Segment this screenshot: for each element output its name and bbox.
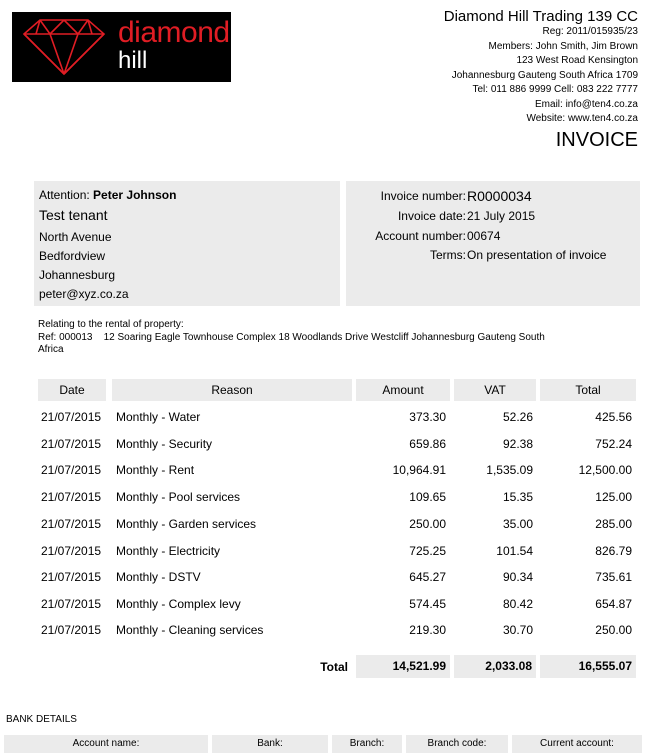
row-total: 735.61 <box>595 570 632 584</box>
table-row <box>0 597 650 611</box>
row-vat: 30.70 <box>502 623 533 637</box>
logo-word-hill: hill <box>118 47 148 74</box>
totals-vat: 2,033.08 <box>485 659 532 673</box>
account-number-row <box>346 229 640 247</box>
header-amount: Amount <box>356 379 450 401</box>
row-amount: 725.25 <box>409 544 446 558</box>
invoice-date-label: Invoice date: <box>397 209 466 223</box>
header-total: Total <box>540 379 636 401</box>
invoice-number-row <box>346 189 640 207</box>
company-street: 123 West Road Kensington <box>516 55 638 66</box>
terms-value: On presentation of invoice <box>467 248 607 262</box>
row-date: 21/07/2015 <box>41 410 102 424</box>
terms-label: Terms: <box>430 248 466 262</box>
diamond-icon <box>16 16 112 78</box>
row-amount: 10,964.91 <box>392 463 446 477</box>
row-reason: Monthly - Electricity <box>116 544 221 558</box>
account-number-value: 00674 <box>467 229 501 243</box>
row-total: 654.87 <box>595 597 632 611</box>
row-vat: 92.38 <box>502 437 533 451</box>
row-date: 21/07/2015 <box>41 623 102 637</box>
row-amount: 645.27 <box>409 570 446 584</box>
company-name: Diamond Hill Trading 139 CC <box>443 8 638 25</box>
row-amount: 109.65 <box>409 490 446 504</box>
row-vat: 90.34 <box>502 570 533 584</box>
row-amount: 373.30 <box>409 410 446 424</box>
attention-label: Attention: <box>39 188 90 202</box>
company-city: Johannesburg Gauteng South Africa 1709 <box>451 69 638 81</box>
invoice-date-value: 21 July 2015 <box>467 209 536 223</box>
attention-line <box>39 188 176 202</box>
row-vat: 15.35 <box>502 490 533 504</box>
bank-details-title: BANK DETAILS <box>6 714 77 725</box>
row-date: 21/07/2015 <box>41 597 102 611</box>
company-website: Website: www.ten4.co.za <box>526 113 638 124</box>
row-reason: Monthly - Water <box>116 410 201 424</box>
invoice-number-label: Invoice number: <box>380 189 466 203</box>
table-row <box>0 570 650 584</box>
header-reason: Reason <box>112 379 352 401</box>
logo-word-diamond: diamond <box>118 16 230 49</box>
tenant-name: Test tenant <box>39 207 108 223</box>
account-number-label: Account number: <box>375 229 466 243</box>
row-reason: Monthly - Complex levy <box>116 597 241 611</box>
row-date: 21/07/2015 <box>41 544 102 558</box>
row-date: 21/07/2015 <box>41 463 102 477</box>
row-reason: Monthly - Pool services <box>116 490 241 504</box>
totals-amount-box <box>356 655 450 678</box>
attention-name: Peter Johnson <box>93 188 177 202</box>
header-vat: VAT <box>454 379 536 401</box>
property-ref-line: Ref: 000013 12 Soaring Eagle Townhouse Complex 18 Woodlands Drive Westcliff Johannesburg Gauteng South <box>38 331 545 343</box>
address-line-2: Bedfordview <box>39 249 106 263</box>
company-reg: Reg: 2011/015935/23 <box>542 26 638 37</box>
company-members: Members: John Smith, Jim Brown <box>488 40 638 52</box>
bank-header-branch: Branch: <box>332 735 402 753</box>
tenant-email: peter@xyz.co.za <box>39 287 129 301</box>
company-logo <box>12 12 231 82</box>
property-reference <box>38 319 628 357</box>
bank-header-bank: Bank: <box>212 735 328 753</box>
row-date: 21/07/2015 <box>41 570 102 584</box>
row-date: 21/07/2015 <box>41 437 102 451</box>
property-ref-line-cont: Africa <box>38 344 64 355</box>
totals-vat-box <box>454 655 536 678</box>
table-row <box>0 410 650 424</box>
totals-amount: 14,521.99 <box>392 659 446 673</box>
invoice-number-value: R0000034 <box>467 188 532 204</box>
address-line-1: North Avenue <box>39 230 112 244</box>
row-total: 425.56 <box>595 410 632 424</box>
company-phone: Tel: 011 886 9999 Cell: 083 222 7777 <box>472 84 638 95</box>
row-vat: 101.54 <box>496 544 533 558</box>
row-date: 21/07/2015 <box>41 490 102 504</box>
totals-total: 16,555.07 <box>578 659 632 673</box>
address-line-3: Johannesburg <box>39 268 116 282</box>
row-amount: 250.00 <box>409 517 446 531</box>
bank-header-current-account: Current account: <box>512 735 642 753</box>
header-date: Date <box>38 379 106 401</box>
table-row <box>0 490 650 504</box>
table-row <box>0 463 650 477</box>
relating-label: Relating to the rental of property: <box>38 319 184 330</box>
row-vat: 52.26 <box>502 410 533 424</box>
invoice-date-row <box>346 209 640 227</box>
row-total: 826.79 <box>595 544 632 558</box>
row-total: 250.00 <box>595 623 632 637</box>
row-total: 285.00 <box>595 517 632 531</box>
row-total: 12,500.00 <box>578 463 632 477</box>
attention-box <box>34 181 340 306</box>
invoice-meta-box <box>346 181 640 306</box>
totals-label: Total <box>320 660 348 674</box>
row-vat: 35.00 <box>502 517 533 531</box>
row-total: 752.24 <box>595 437 632 451</box>
table-row <box>0 517 650 531</box>
table-row <box>0 544 650 558</box>
company-details <box>444 8 638 151</box>
row-total: 125.00 <box>595 490 632 504</box>
row-amount: 659.86 <box>409 437 446 451</box>
bank-header-branch-code: Branch code: <box>406 735 508 753</box>
row-reason: Monthly - Security <box>116 437 213 451</box>
company-email: Email: info@ten4.co.za <box>535 98 638 110</box>
table-row <box>0 437 650 451</box>
bank-header-account-name: Account name: <box>4 735 208 753</box>
row-amount: 574.45 <box>409 597 446 611</box>
terms-row <box>346 248 640 266</box>
row-reason: Monthly - Rent <box>116 463 195 477</box>
document-title: INVOICE <box>555 128 638 151</box>
row-date: 21/07/2015 <box>41 517 102 531</box>
row-vat: 1,535.09 <box>486 463 533 477</box>
row-reason: Monthly - Cleaning services <box>116 623 264 637</box>
totals-total-box <box>540 655 636 678</box>
row-amount: 219.30 <box>409 623 446 637</box>
row-reason: Monthly - Garden services <box>116 517 257 531</box>
row-reason: Monthly - DSTV <box>116 570 201 584</box>
row-vat: 80.42 <box>502 597 533 611</box>
table-row <box>0 623 650 637</box>
